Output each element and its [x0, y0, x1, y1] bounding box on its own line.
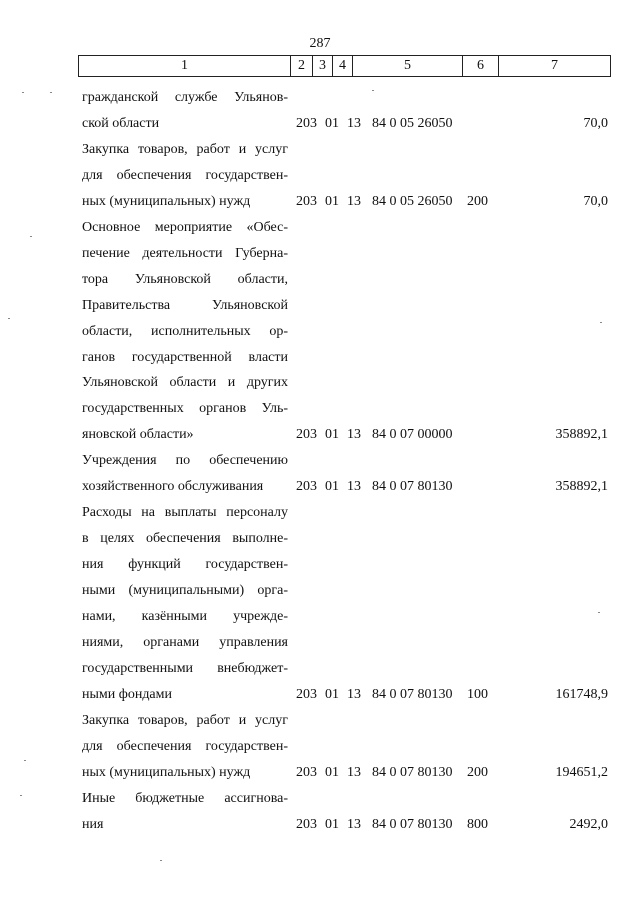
row-description-line: печение деятельности Губерна-	[82, 245, 288, 261]
row-description-line: ными (муниципальными) орга-	[82, 583, 288, 598]
row-description-line: ганов государственной власти	[82, 349, 288, 365]
budget-code: 203	[296, 427, 317, 443]
subsection-code: 13	[347, 764, 361, 780]
budget-code: 203	[296, 479, 317, 495]
target-article-code: 84 0 05 26050	[372, 193, 453, 209]
target-article-code: 84 0 05 26050	[372, 116, 453, 131]
target-article-code: 84 0 07 80130	[372, 686, 453, 702]
amount-value: 161748,9	[555, 686, 608, 702]
row-description-line: Правительства Ульяновской	[82, 297, 288, 313]
expense-type-code: 800	[467, 816, 488, 832]
row-description-line: Иные бюджетные ассигнова-	[82, 790, 288, 806]
budget-code: 203	[296, 116, 317, 131]
amount-value: 70,0	[583, 116, 608, 131]
amount-value: 2492,0	[569, 816, 608, 832]
column-header-1: 1	[79, 56, 291, 76]
row-description-line: государственных органов Уль-	[82, 401, 288, 417]
amount-value: 358892,1	[555, 427, 608, 443]
row-description-line: Ульяновской области и других	[82, 375, 288, 391]
section-code: 01	[325, 816, 339, 832]
row-description-line: в целях обеспечения выполне-	[82, 531, 288, 547]
row-description-line: Закупка товаров, работ и услуг	[82, 141, 288, 157]
row-description-line: яновской области»	[82, 427, 194, 443]
row-description-line: государственными внебюджет-	[82, 660, 288, 676]
column-header-5: 5	[353, 56, 463, 76]
section-code: 01	[325, 193, 339, 209]
row-description-line: ниями, органами управления	[82, 634, 288, 650]
subsection-code: 13	[347, 479, 361, 495]
budget-code: 203	[296, 764, 317, 780]
row-description-line: ных (муниципальных) нужд	[82, 193, 251, 209]
column-header-2: 2	[291, 56, 313, 76]
row-description-line: для обеспечения государствен-	[82, 167, 288, 183]
row-description-line: Основное мероприятие «Обес-	[82, 219, 288, 235]
row-description-line: тора Ульяновской области,	[82, 271, 288, 287]
section-code: 01	[325, 116, 339, 131]
row-description-line: ния	[82, 816, 104, 832]
target-article-code: 84 0 07 80130	[372, 764, 453, 780]
budget-code: 203	[296, 816, 317, 832]
column-header-4: 4	[333, 56, 353, 76]
subsection-code: 13	[347, 427, 361, 443]
row-description-line: Закупка товаров, работ и услуг	[82, 712, 288, 728]
subsection-code: 13	[347, 116, 361, 131]
expense-type-code: 100	[467, 686, 488, 702]
amount-value: 358892,1	[555, 479, 608, 495]
section-code: 01	[325, 479, 339, 495]
row-description-line: ных (муниципальных) нужд	[82, 764, 251, 780]
subsection-code: 13	[347, 193, 361, 209]
row-description-line: ния функций государствен-	[82, 557, 288, 573]
section-code: 01	[325, 686, 339, 702]
amount-value: 194651,2	[555, 764, 608, 780]
subsection-code: 13	[347, 816, 361, 832]
row-description-line: гражданской службе Ульянов-	[82, 90, 288, 105]
row-description-line: для обеспечения государствен-	[82, 738, 288, 754]
amount-value: 70,0	[583, 193, 608, 209]
row-description-line: области, исполнительных ор-	[82, 323, 288, 339]
expense-type-code: 200	[467, 764, 488, 780]
page-number: 287	[309, 36, 331, 51]
subsection-code: 13	[347, 686, 361, 702]
column-header-row	[78, 55, 611, 77]
target-article-code: 84 0 07 80130	[372, 479, 453, 495]
row-description-line: Расходы на выплаты персоналу	[82, 505, 288, 521]
column-header-3: 3	[313, 56, 333, 76]
expense-type-code: 200	[467, 193, 488, 209]
budget-code: 203	[296, 686, 317, 702]
row-description-line: хозяйственного обслуживания	[82, 479, 264, 495]
row-description-line: Учреждения по обеспечению	[82, 453, 288, 469]
section-code: 01	[325, 764, 339, 780]
row-description-line: ской области	[82, 116, 160, 131]
column-header-7: 7	[551, 58, 558, 73]
column-header-6: 6	[463, 56, 499, 76]
target-article-code: 84 0 07 80130	[372, 816, 453, 832]
budget-code: 203	[296, 193, 317, 209]
target-article-code: 84 0 07 00000	[372, 427, 453, 443]
row-description-line: ными фондами	[82, 686, 173, 702]
row-description-line: нами, казёнными учрежде-	[82, 609, 288, 624]
section-code: 01	[325, 427, 339, 443]
